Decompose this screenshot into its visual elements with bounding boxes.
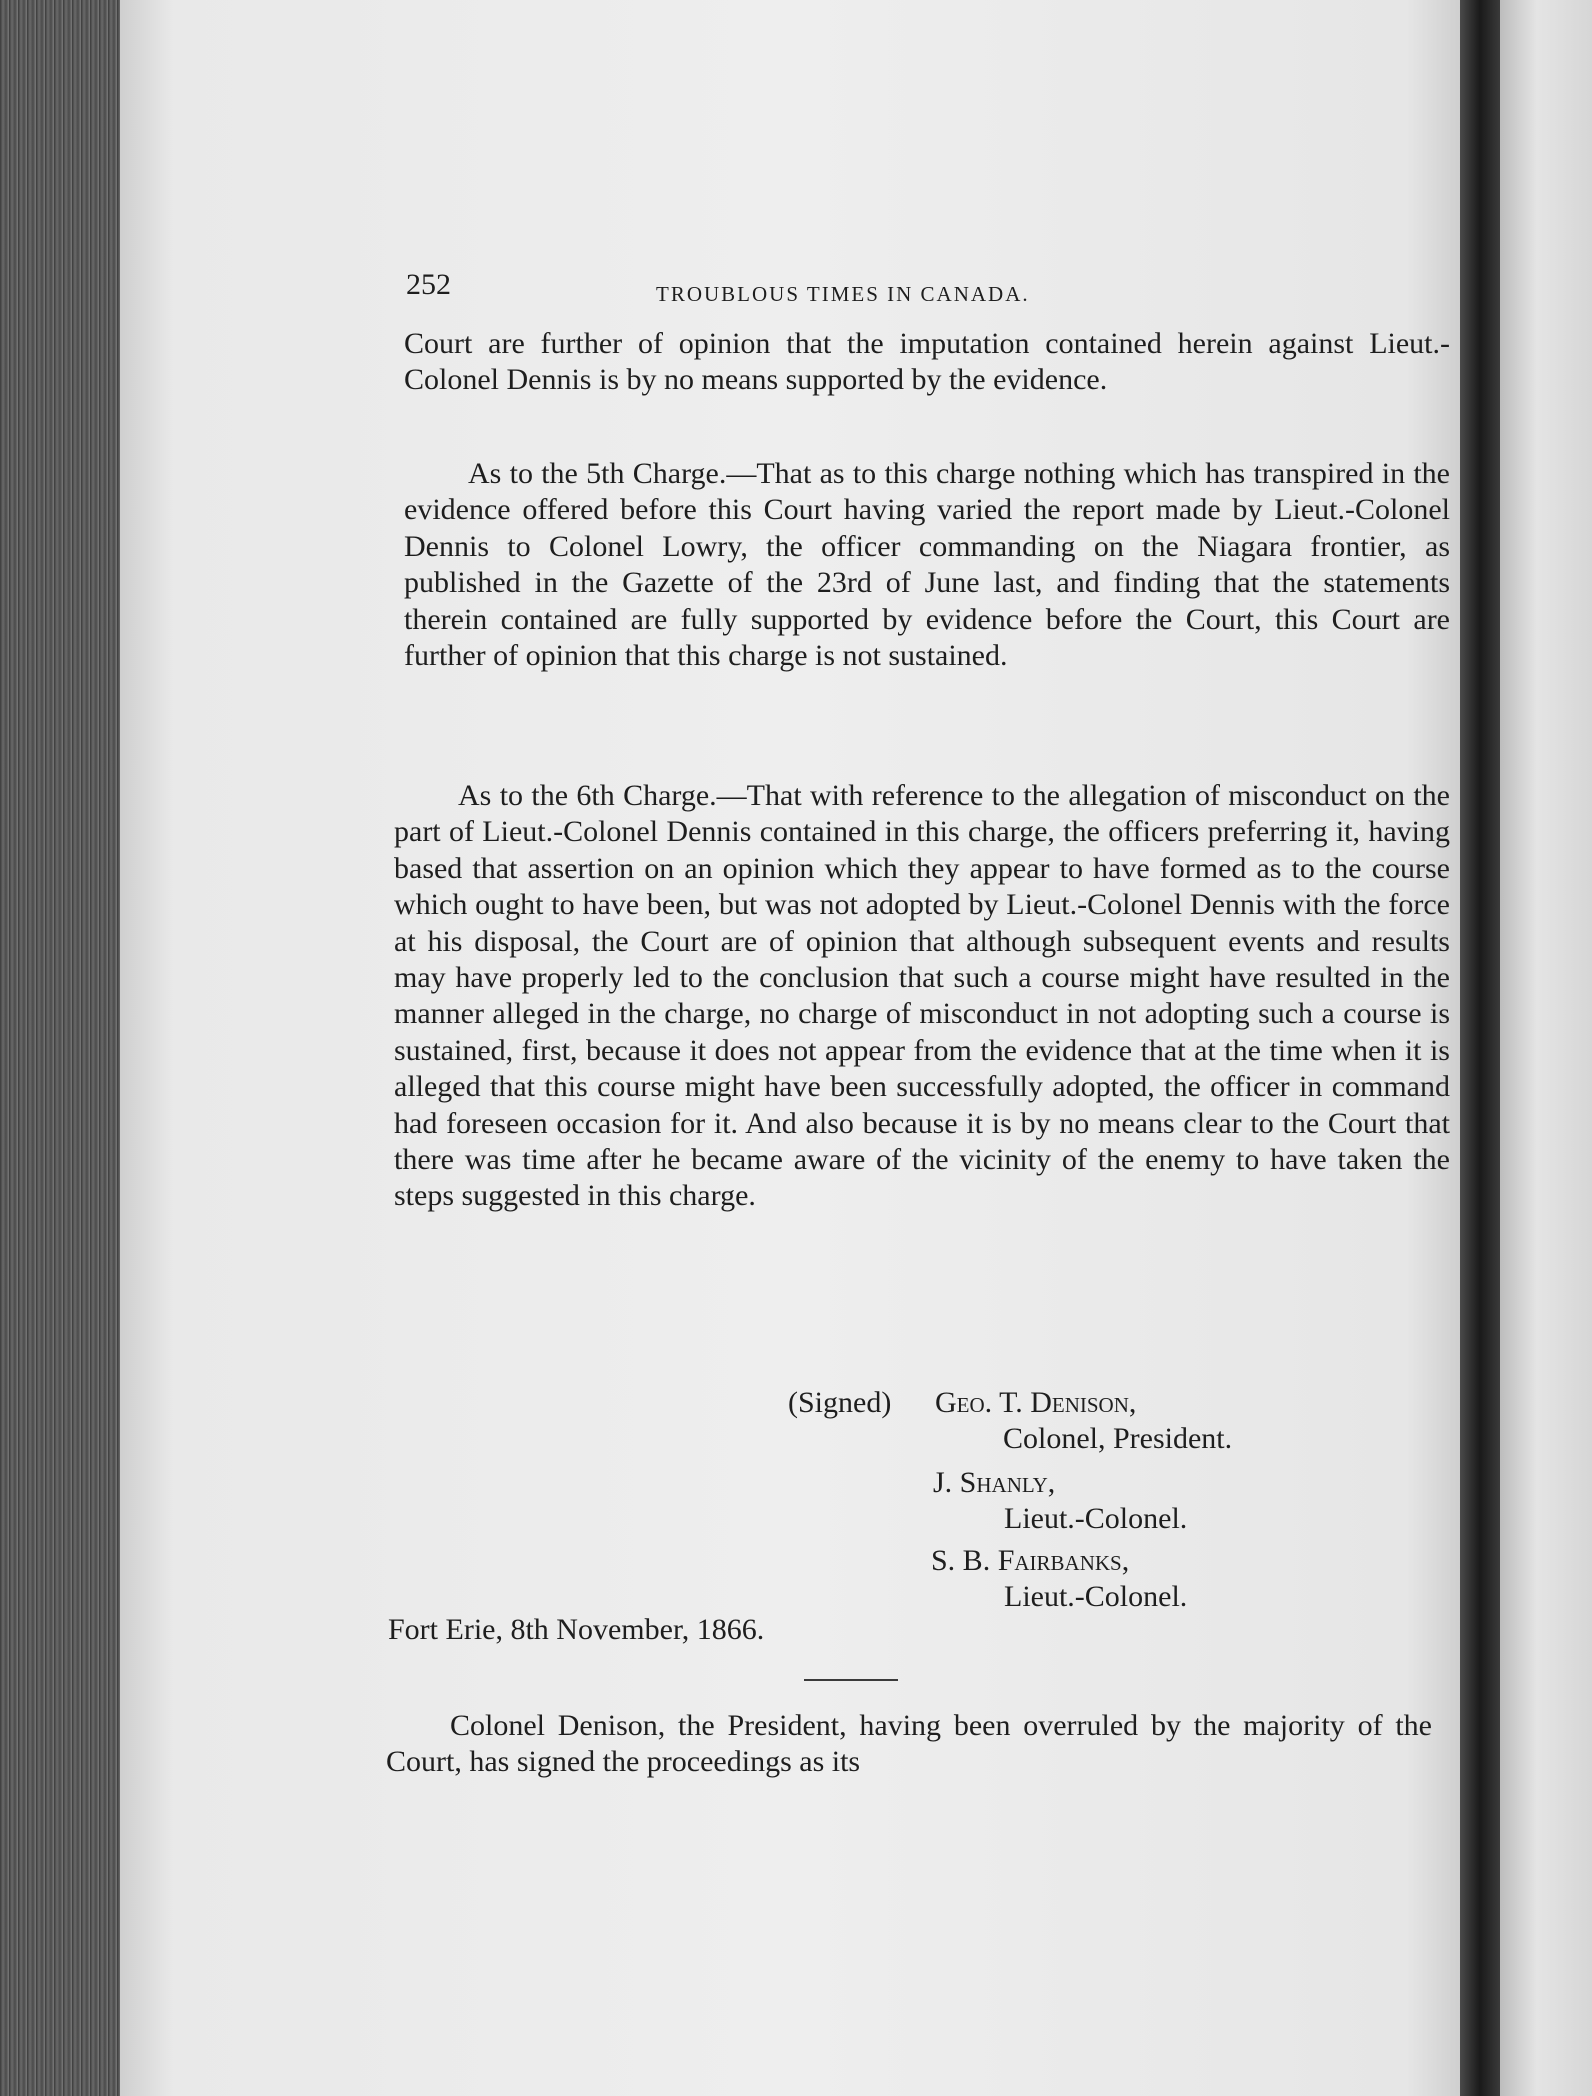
signer-title: Lieut.-Colonel.: [1004, 1580, 1188, 1613]
signed-label: (Signed): [788, 1386, 892, 1419]
signer-name: S. B. Fairbanks,: [931, 1544, 1130, 1577]
signer-title: Lieut.-Colonel.: [1004, 1502, 1188, 1535]
signature-block: [120, 1386, 1460, 1626]
paragraph-continued: Court are further of opinion that the imputation contained herein against Lieut.-Colonel Dennis is by no means supported by the evidence.: [404, 327, 1450, 397]
page-number: 252: [406, 268, 451, 301]
signer-name: Geo. T. Denison,: [935, 1386, 1137, 1419]
paragraph-sixth-charge: As to the 6th Charge.—That with reference to the allegation of misconduct on the part of Lieut.-Colonel Dennis contained in this charge, the officers preferring it, having based that assertion on an opinion which they appear to have formed as to the course which ought to have been, but was not adopted by Lieut.-Colonel Dennis with the force at his disposal, the Court are of opinion that although subsequent events and results may have properly led to the conclusion that such a course might have resulted in the manner alleged in the charge, no charge of misconduct in not adopting such a course is sustained, first, because it does not appear from the evidence that at the time when it is alleged that this course might have been successfully adopted, the officer in command had foreseen occasion for it. And also because it is by no means clear to the Court that there was time after he became aware of the vicinity of the enemy to have taken the steps suggested in this charge.: [394, 779, 1450, 1213]
signer-name: J. Shanly,: [933, 1466, 1056, 1499]
place-date: Fort Erie, 8th November, 1866.: [388, 1613, 765, 1646]
adjacent-page-edge: [1500, 0, 1592, 2096]
book-page-edges: [0, 0, 130, 2096]
running-head: TROUBLOUS TIMES IN CANADA.: [656, 282, 1030, 306]
paragraph-fifth-charge: As to the 5th Charge.—That as to this charge nothing which has transpired in the evidence offered before this Court having varied the report made by Lieut.-Colonel Dennis to Colonel Lowry, the officer commanding on the Niagara frontier, as published in the Gazette of the 23rd of June last, and finding that the statements therein contained are fully supported by evidence before the Court, this Court are further of opinion that this charge is not sustained.: [404, 457, 1450, 673]
paragraph-closing: Colonel Denison, the President, having been overruled by the majority of the Court, has signed the proceedings as its: [386, 1709, 1432, 1779]
book-gutter: [1460, 0, 1500, 2096]
book-page: [120, 0, 1460, 2096]
signer-title: Colonel, President.: [1003, 1422, 1233, 1455]
divider-rule: [804, 1679, 898, 1681]
